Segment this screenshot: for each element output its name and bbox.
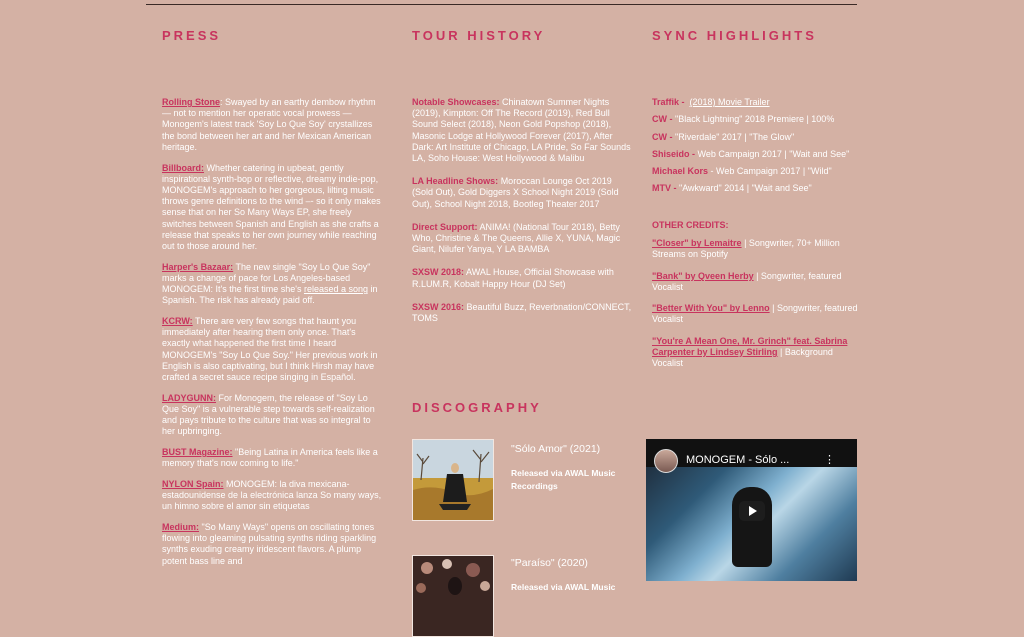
top-divider [146, 4, 857, 5]
press-source-link[interactable]: Billboard: [162, 162, 204, 173]
sync-section [652, 28, 864, 379]
play-icon[interactable] [739, 501, 765, 521]
sync-item [652, 97, 864, 108]
released-song-link[interactable]: released a song [303, 284, 369, 295]
press-source-link[interactable]: KCRW: [162, 315, 193, 326]
press-heading: PRESS [162, 28, 222, 43]
video-title[interactable]: MONOGEM - Sólo ... [686, 454, 790, 466]
sync-item: CW - "Riverdale" 2017 | "The Glow" [652, 131, 795, 142]
sync-item-label: CW - [652, 114, 673, 125]
credit-item: "Closer" by Lemaitre | Songwriter, 70+ Million Streams on Spotify [652, 238, 840, 260]
tour-item: Direct Support: ANIMA! (National Tour 2018), Betty Who, Christine & The Queens, Allie X, YUNA, Magic Giant, Nilufer Yanya, Y LA BAMBA [412, 221, 621, 255]
album-cover-solo-amor[interactable] [412, 439, 494, 521]
sync-list [652, 97, 864, 369]
video-player[interactable] [646, 439, 857, 581]
video-thumbnail-figure [732, 487, 772, 567]
press-item: NYLON Spain: MONOGEM: la diva mexicana-estadounidense de la electrónica lanza So many ways, un himno sobre el amor sin etiquetas [162, 478, 382, 512]
sync-item: Michael Kors - Web Campaign 2017 | "Wild" [652, 166, 832, 177]
credit-link[interactable]: "Closer" by Lemaitre [652, 238, 742, 249]
sync-item-label: CW - [652, 131, 673, 142]
press-item: Billboard: Whether catering in upbeat, gently inspirational synth-bop or reflective, dreamy indie-pop, MONOGEM's approach to her gorgeous, lilting music throws genre definitions to the wind –- so it only makes sense that on her So Many Ways EP, she freely switches between Spanish and English as she crafts a release that speaks to her own journey while reaching out to those around her. [162, 162, 381, 251]
tour-item: SXSW 2016: Beautiful Buzz, Reverbnation/CONNECT, TOMS [412, 301, 632, 324]
album-subtitle: Released via AWAL Music [511, 582, 616, 592]
tour-item: LA Headline Shows: Moroccan Lounge Oct 2019 (Sold Out), Gold Diggers X School Night 2019 (Sold Out), School Night 2018, Bootleg Theater 2017 [412, 176, 619, 209]
channel-avatar[interactable] [654, 449, 678, 473]
more-options-icon[interactable]: ⋮ [824, 454, 835, 466]
press-item: Harper's Bazaar: The new single "Soy Lo Que Soy" marks a change of pace for Los Angeles-based MONOGEM: It's the first time she's released a song in Spanish. The risk has already paid off. [162, 261, 378, 306]
sync-item-label: MTV - [652, 183, 677, 194]
tour-list [412, 97, 632, 324]
press-source-link[interactable]: LADYGUNN: [162, 392, 216, 403]
sync-item: MTV - "Awkward" 2014 | "Wait and See" [652, 183, 812, 194]
press-item: LADYGUNN: For Monogem, the release of "Soy Lo Que Soy" is a vulnerable step towards self-realization and pays tribute to the culture that was so integral to her upbringing. [162, 392, 375, 437]
credit-link[interactable]: "Bank" by Qveen Herby [652, 270, 754, 281]
album-cover-paraiso[interactable] [412, 555, 494, 637]
press-item: KCRW: There are very few songs that haunt you immediately after hearing them only once. That's exactly what happened the first time I heard MONOGEM's "Soy Lo Que Soy." Her previous work in English is also captivating, but I think Hirsh may have crafted a secret sauce recipe singing in Español. [162, 315, 378, 382]
sync-item-label: Michael Kors [652, 166, 709, 177]
sync-heading: SYNC HIGHLIGHTS [652, 28, 817, 43]
credit-item: "Better With You" by Lenno | Songwriter, featured Vocalist [652, 303, 858, 325]
discography-heading: DISCOGRAPHY [412, 400, 542, 415]
tour-item: Notable Showcases: Chinatown Summer Nights (2019), Kimpton: Off The Record (2019), Red Bull Sound Select (2018), Neon Gold Popshop (2018), Masonic Lodge at Hollywood Forever (2017), After Dark: Art Institute of Chicago, LA Pride, So Far Sounds LA, Soho House: West Hollywood & Malibu [412, 97, 631, 164]
credit-item: "Bank" by Qveen Herby | Songwriter, featured Vocalist [652, 270, 842, 292]
album-cover-art [413, 556, 494, 637]
press-source-link[interactable]: Rolling Stone [162, 97, 220, 107]
credit-link[interactable]: "Better With You" by Lenno [652, 303, 770, 314]
album-title: "Paraíso" (2020) [511, 557, 588, 569]
other-credits-heading: OTHER CREDITS: [652, 220, 729, 231]
press-item: Medium: "So Many Ways" opens on oscillating tones flowing into gleaming pulsating synths riding sparkling synths exuding creamy iridescent flavors. A plump potent bass line and [162, 522, 377, 566]
album-cover-art [413, 440, 494, 521]
tour-item: SXSW 2018: AWAL House, Official Showcase with R.LUM.R, Kobalt Happy Hour (DJ Set) [412, 267, 614, 289]
tour-item-label: Notable Showcases: [412, 97, 500, 107]
press-source-link[interactable]: Medium: [162, 522, 199, 532]
credit-link[interactable]: "You're A Mean One, Mr. Grinch" feat. Sabrina Carpenter by Lindsey Stirling [652, 335, 848, 357]
sync-item-label: Shiseido - [652, 148, 696, 159]
sync-item: CW - "Black Lightning" 2018 Premiere | 100% [652, 114, 835, 125]
press-item: Rolling Stone: Swayed by an earthy dembow rhythm — not to mention her operatic vocal prowess — Monogem's latest track 'Soy Lo Que Soy' crystallizes the bond between her art and her Mexican American heritage. [162, 97, 376, 152]
tour-section [412, 28, 632, 336]
press-section [162, 28, 382, 576]
tour-heading: TOUR HISTORY [412, 28, 546, 43]
sync-item-label: Traffik - [652, 97, 685, 107]
tour-item-label: Direct Support: [412, 221, 478, 232]
press-source-link[interactable]: NYLON Spain: [162, 478, 224, 489]
trailer-link[interactable]: (2018) Movie Trailer [689, 97, 770, 107]
press-source-link[interactable]: BUST Magazine: [162, 446, 233, 457]
press-source-link[interactable]: Harper's Bazaar: [162, 261, 234, 272]
press-item: BUST Magazine: "Being Latina in America feels like a memory that's now coming to life." [162, 446, 378, 469]
press-list [162, 97, 382, 567]
album-subtitle: Released via AWAL Music Recordings [511, 468, 616, 491]
sync-item: Shiseido - Web Campaign 2017 | "Wait and See" [652, 148, 850, 159]
credit-item: "You're A Mean One, Mr. Grinch" feat. Sabrina Carpenter by Lindsey Stirling | Background Vocalist [652, 335, 848, 368]
album-title: "Sólo Amor" (2021) [511, 443, 601, 455]
tour-item-label: LA Headline Shows: [412, 176, 499, 187]
tour-item-label: SXSW 2018: [412, 267, 465, 278]
tour-item-label: SXSW 2016: [412, 301, 465, 312]
